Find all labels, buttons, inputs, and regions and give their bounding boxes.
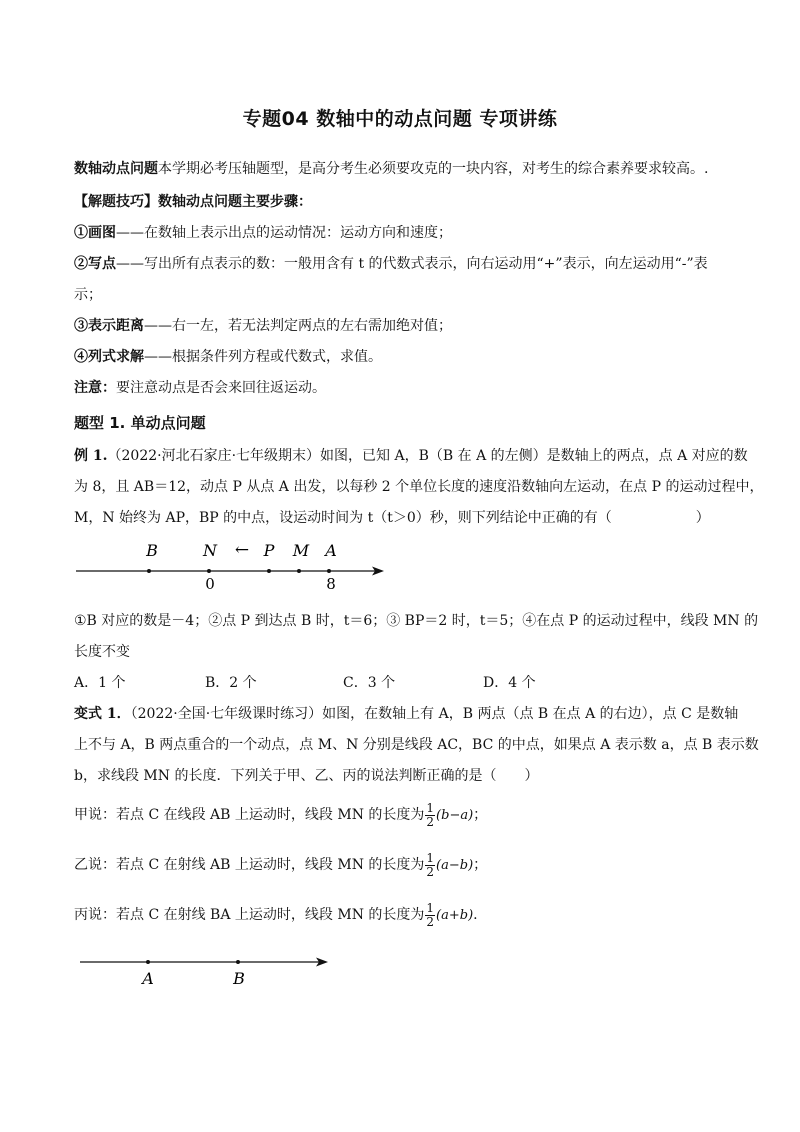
tick-label-0: 0	[205, 575, 215, 593]
step-text: ——右一左，若无法判定两点的左右需加绝对值；	[144, 318, 452, 334]
step-2-continued	[74, 286, 730, 304]
intro-text: 本学期必考压轴题型，是高分考生必须要攻克的一块内容，对考生的综合素养要求较高。.	[158, 161, 709, 177]
fraction-denominator: 2	[426, 914, 435, 929]
label-m: M	[292, 541, 310, 560]
step-text: ——写出所有点表示的数：一般用含有 t 的代数式表示，向右运动用“+”表示，向左运动用“-”表	[116, 256, 708, 272]
point-a-dot	[327, 569, 331, 573]
example-1-statements-line-2: 长度不变	[74, 644, 130, 660]
example-text: （2022·河北石家庄·七年级期末）如图，已知 A，B（B 在 A 的左侧）是数轴上的两点，点 A 对应的数	[107, 448, 748, 464]
variant-1-line-3: b，求线段 MN 的长度．下列关于甲、乙、丙的说法判断正确的是（ ）	[74, 768, 539, 784]
claim-text: 甲说：若点 C 在线段 AB 上运动时，线段 MN 的长度为	[74, 807, 425, 823]
option-c: C．3 个	[343, 675, 396, 691]
step-1	[74, 224, 730, 242]
label-n: N	[203, 541, 217, 560]
step-text: ——根据条件列方程或代数式，求值。	[144, 349, 382, 365]
variant-text: （2022·全国·七年级课时练习）如图，在数轴上有 A，B 两点（点 B 在点 A 的右边），点 C 是数轴	[130, 706, 739, 722]
claim-end: ；	[473, 857, 488, 873]
fraction-numerator: 1	[426, 800, 435, 815]
note-label: 注意：	[74, 380, 116, 396]
option-a: A．1 个	[74, 675, 126, 691]
point-b-dot	[147, 569, 151, 573]
point-n-dot	[207, 569, 211, 573]
fraction-one-half	[425, 902, 435, 929]
claim-end: ；	[473, 807, 488, 823]
tick-label-8: 8	[326, 575, 336, 593]
left-arrow-icon: ←	[234, 540, 250, 560]
point-p-dot	[267, 569, 271, 573]
example-1-line-3: M，N 始终为 AP，BP 的中点，设运动时间为 t（t＞0）秒，则下列结论中正确的有（ ）	[74, 510, 710, 526]
number-line-figure-1	[70, 538, 400, 598]
example-1-statements-line-1: ①B 对应的数是－4；②点 P 到达点 B 时，t＝6；③ BP＝2 时，t＝5；④在点 P 的运动过程中，线段 MN 的	[74, 613, 759, 629]
intro-term: 数轴动点问题	[74, 161, 158, 177]
option-d: D．4 个	[483, 675, 536, 691]
step-label: ③表示距离	[74, 318, 144, 334]
example-1-line-2: 为 8，且 AB＝12，动点 P 从点 A 出发，以每秒 2 个单位长度的速度沿数轴向左运动，在点 P 的运动过程中，	[74, 479, 764, 495]
claim-bing	[74, 900, 730, 931]
intro-paragraph	[74, 160, 730, 178]
claim-expression: (b−a)	[436, 808, 474, 823]
label-a: A	[142, 969, 154, 988]
fraction-numerator: 1	[426, 850, 435, 865]
fraction-one-half	[425, 852, 435, 879]
fraction-denominator: 2	[426, 864, 435, 879]
fraction-one-half	[425, 802, 435, 829]
section-heading: 题型 1. 单动点问题	[74, 414, 206, 432]
label-b: B	[146, 541, 158, 560]
example-label: 例 1.	[74, 448, 108, 464]
note-text: 要注意动点是否会来回往返运动。	[116, 380, 326, 396]
point-m-dot	[297, 569, 301, 573]
point-b-dot	[236, 960, 240, 964]
step-3	[74, 317, 730, 335]
fraction-numerator: 1	[426, 900, 435, 915]
claim-jia	[74, 800, 730, 831]
label-a: A	[325, 541, 337, 560]
point-a-dot	[146, 960, 150, 964]
step-text: 示；	[74, 287, 102, 303]
step-2	[74, 255, 730, 273]
variant-1-line-2: 上不与 A，B 两点重合的一个动点，点 M、N 分别是线段 AC，BC 的中点，如果点 A 表示数 a，点 B 表示数	[74, 737, 759, 753]
option-b: B．2 个	[205, 675, 257, 691]
step-label: ①画图	[74, 225, 116, 241]
variant-1-line-1	[74, 705, 739, 723]
example-1-line-1	[74, 447, 748, 465]
label-p: P	[263, 541, 275, 560]
claim-text: 乙说：若点 C 在射线 AB 上运动时，线段 MN 的长度为	[74, 857, 425, 873]
variant-label: 变式 1．	[74, 706, 131, 722]
claim-text: 丙说：若点 C 在射线 BA 上运动时，线段 MN 的长度为	[74, 907, 425, 923]
claim-expression: (a+b)	[436, 908, 474, 923]
note	[74, 379, 730, 397]
step-label: ④列式求解	[74, 349, 144, 365]
claim-expression: (a−b)	[436, 858, 474, 873]
tips-heading: 【解题技巧】数轴动点问题主要步骤：	[74, 194, 312, 210]
fraction-denominator: 2	[426, 814, 435, 829]
claim-yi	[74, 850, 730, 881]
label-b: B	[233, 969, 245, 988]
step-text: ——在数轴上表示出点的运动情况：运动方向和速度；	[116, 225, 452, 241]
page-title: 专题04 数轴中的动点问题 专项讲练	[242, 108, 558, 130]
step-label: ②写点	[74, 256, 116, 272]
claim-end: .	[473, 907, 478, 923]
step-4	[74, 348, 730, 366]
number-line-figure-2	[74, 948, 344, 993]
